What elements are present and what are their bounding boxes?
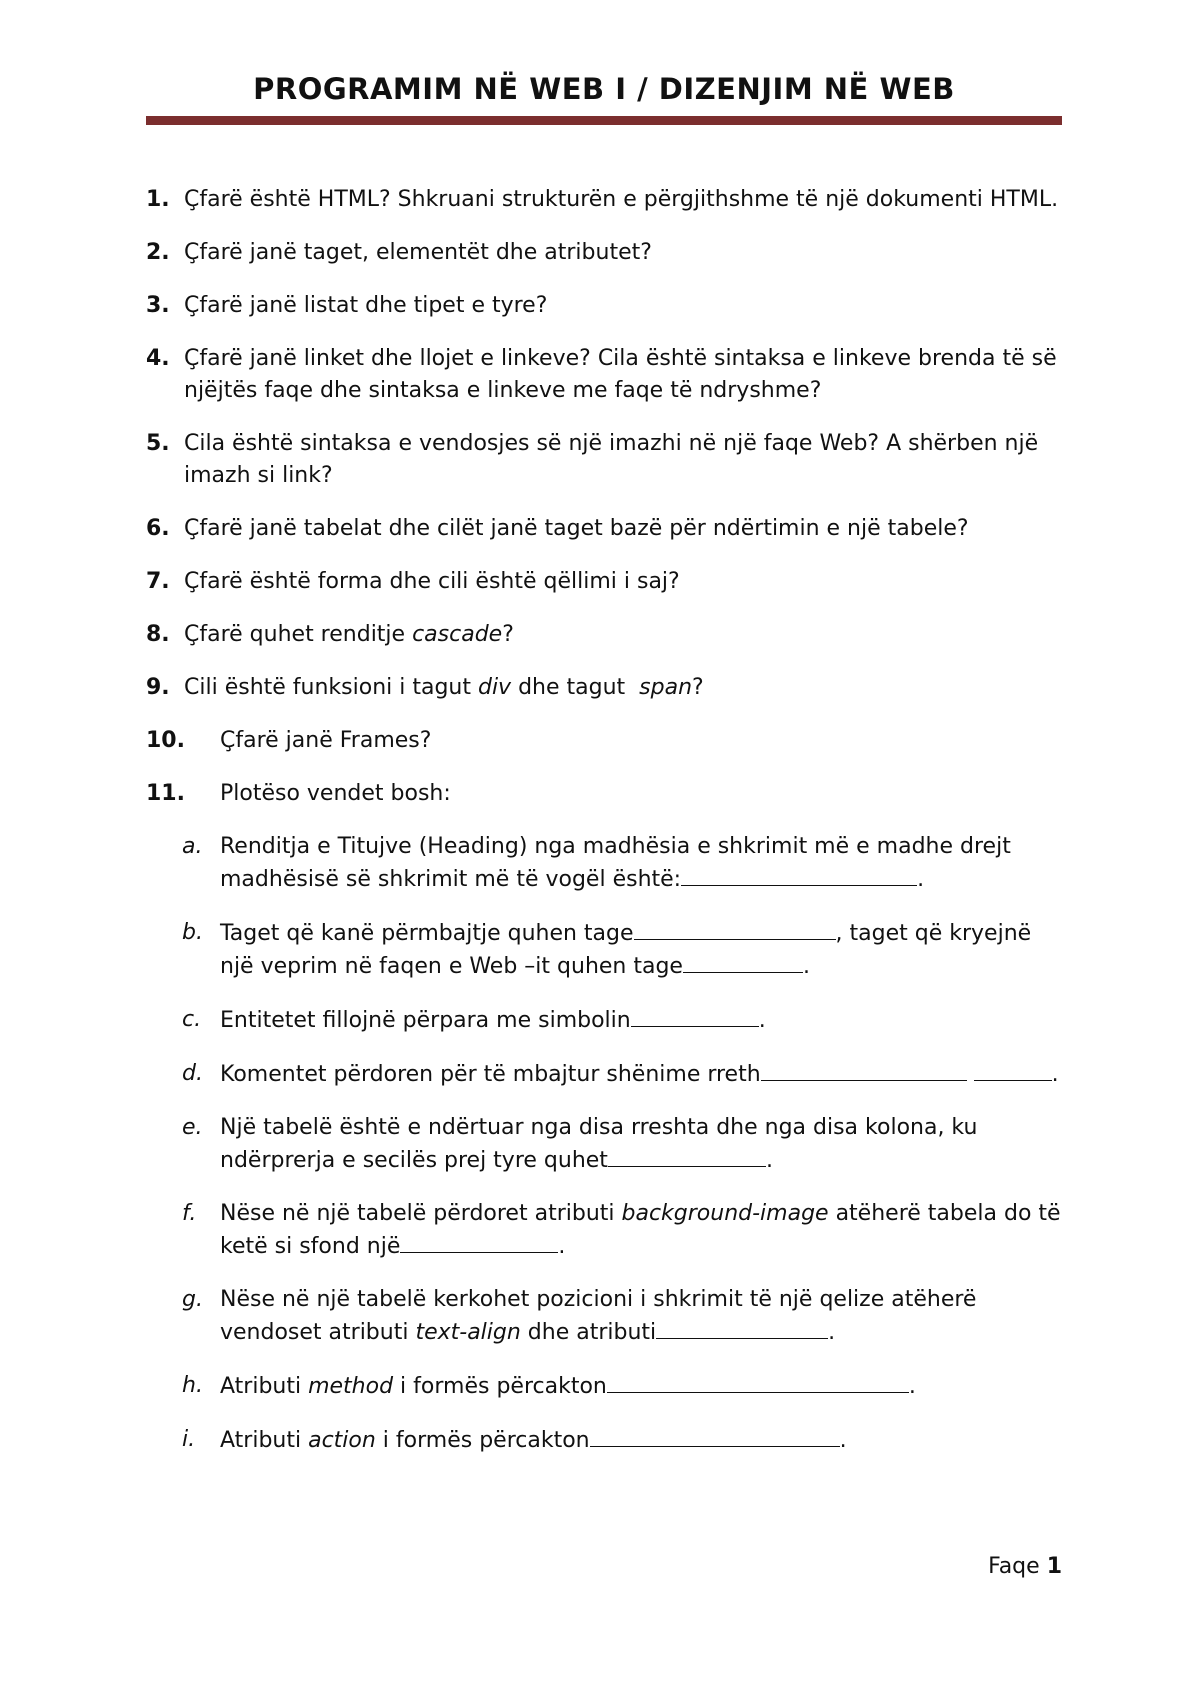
fill-in-item-g [146, 1284, 1066, 1349]
question-number: 11. [146, 781, 185, 806]
question-text-part: ? [692, 675, 704, 700]
item-text [146, 917, 1066, 983]
fill-in-item-a [146, 831, 1066, 896]
fill-in-item-c [146, 1004, 1066, 1037]
question-number: 6. [146, 516, 170, 541]
item-italic-term: method [308, 1374, 394, 1399]
question-text: Çfarë janë listat dhe tipet e tyre? [184, 293, 548, 318]
item-text-part: Taget që kanë përmbajtje quhen tage [220, 921, 634, 946]
item-text [146, 1004, 1066, 1037]
answer-blank[interactable] [683, 950, 803, 973]
item-text [146, 1198, 1066, 1263]
question-3 [146, 290, 1066, 322]
item-letter: e. [182, 1115, 203, 1140]
question-italic-term: span [639, 675, 693, 700]
item-letter: a. [182, 834, 203, 859]
item-text-part: Renditja e Titujve (Heading) nga madhësia e shkrimit më e madhe drejt madhësisë së shkrimit më të vogël është: [220, 834, 1011, 892]
page-title: PROGRAMIM NË WEB I / DIZENJIM NË WEB [253, 72, 955, 106]
question-text: Çfarë është HTML? Shkruani strukturën e përgjithshme të një dokumenti HTML. [184, 187, 1059, 212]
item-text-part: dhe atributi [520, 1320, 657, 1345]
fill-in-item-h [146, 1370, 1066, 1403]
item-text-part: . [758, 1008, 766, 1033]
item-text-part: , taget që kryejnë një veprim në faqen e Web –it quhen tage [220, 921, 1032, 979]
item-letter: d. [182, 1061, 203, 1086]
answer-blank[interactable] [761, 1058, 967, 1081]
question-list [146, 184, 1066, 1478]
item-text-part: Një tabelë është e ndërtuar nga disa rreshta dhe nga disa kolona, ku ndërprerja e secilës prej tyre quhet [220, 1115, 978, 1173]
question-1 [146, 184, 1066, 216]
page-label: Faqe [988, 1554, 1040, 1579]
item-text [146, 1284, 1066, 1349]
fill-in-item-i [146, 1424, 1066, 1457]
question-11 [146, 778, 1066, 810]
fill-in-item-e [146, 1112, 1066, 1177]
item-letter: i. [182, 1427, 196, 1452]
question-text: Cila është sintaksa e vendosjes së një imazhi në një faqe Web? A shërben një imazh si link? [184, 431, 1039, 488]
question-text-part: Cili është funksioni i tagut [184, 675, 478, 700]
item-italic-term: action [308, 1428, 376, 1453]
answer-blank[interactable] [656, 1316, 828, 1339]
page-footer [988, 1554, 1062, 1579]
question-10 [146, 725, 1066, 757]
item-letter: f. [182, 1201, 197, 1226]
item-text-part: . [802, 954, 810, 979]
question-text: Çfarë janë taget, elementët dhe atributet? [184, 240, 652, 265]
question-2 [146, 237, 1066, 269]
page-number: 1 [1046, 1554, 1062, 1579]
item-text [146, 831, 1066, 896]
fill-in-list [146, 831, 1066, 1457]
item-italic-term: text-align [415, 1320, 521, 1345]
item-letter: b. [182, 920, 203, 945]
item-letter: h. [182, 1373, 203, 1398]
answer-blank[interactable] [607, 1370, 909, 1393]
question-number: 2. [146, 240, 170, 265]
item-letter: g. [182, 1287, 203, 1312]
item-text-part: . [908, 1374, 916, 1399]
question-number: 10. [146, 728, 185, 753]
item-text-part: . [765, 1148, 773, 1173]
item-text-part: Komentet përdoren për të mbajtur shënime rreth [220, 1062, 761, 1087]
question-4 [146, 343, 1066, 407]
fill-in-item-b [146, 917, 1066, 983]
question-text-part: ? [502, 622, 514, 647]
question-text: Çfarë janë tabelat dhe cilët janë taget bazë për ndërtimin e një tabele? [184, 516, 969, 541]
question-8 [146, 619, 1066, 651]
item-italic-term: background-image [621, 1201, 829, 1226]
item-text-part: atëherë tabela do të ketë si sfond një [220, 1201, 1061, 1259]
question-7 [146, 566, 1066, 598]
item-text-part: Atributi [220, 1374, 309, 1399]
question-5 [146, 428, 1066, 492]
question-number: 9. [146, 675, 170, 700]
answer-blank[interactable] [400, 1230, 558, 1253]
item-text-part: i formës përcakton [375, 1428, 590, 1453]
item-text [146, 1370, 1066, 1403]
question-number: 8. [146, 622, 170, 647]
item-text-part: Nëse në një tabelë kerkohet pozicioni i shkrimit të një qelize atëherë vendoset atributi [220, 1287, 977, 1345]
question-text: Çfarë janë Frames? [220, 728, 432, 753]
question-9 [146, 672, 1066, 704]
question-text: Çfarë është forma dhe cili është qëllimi i saj? [184, 569, 680, 594]
answer-blank[interactable] [631, 1004, 759, 1027]
question-number: 5. [146, 431, 170, 456]
item-text-part: . [839, 1428, 847, 1453]
item-text-part: . [917, 867, 925, 892]
item-text [146, 1058, 1066, 1091]
answer-blank[interactable] [974, 1058, 1052, 1081]
item-text [146, 1112, 1066, 1177]
item-text-part: . [558, 1234, 566, 1259]
question-italic-term: cascade [412, 622, 503, 647]
item-text-part: i formës përcakton [393, 1374, 607, 1399]
question-text-part: Çfarë quhet renditje [184, 622, 413, 647]
answer-blank[interactable] [590, 1424, 840, 1447]
question-number: 1. [146, 187, 170, 212]
question-number: 3. [146, 293, 170, 318]
item-text [146, 1424, 1066, 1457]
item-letter: c. [182, 1007, 202, 1032]
answer-blank[interactable] [681, 863, 917, 886]
question-text [146, 672, 1066, 704]
item-text-part: Nëse në një tabelë përdoret atributi [220, 1201, 622, 1226]
answer-blank[interactable] [608, 1144, 766, 1167]
title-rule [146, 116, 1062, 125]
fill-in-item-d [146, 1058, 1066, 1091]
item-text-part: Atributi [220, 1428, 309, 1453]
question-italic-term: div [477, 675, 512, 700]
item-text-part: . [1051, 1062, 1059, 1087]
fill-in-item-f [146, 1198, 1066, 1263]
question-text [146, 619, 1066, 651]
item-text-part: Entitetet fillojnë përpara me simbolin [220, 1008, 631, 1033]
question-6 [146, 513, 1066, 545]
answer-blank[interactable] [634, 917, 836, 940]
item-text-part: . [828, 1320, 836, 1345]
question-text: Plotëso vendet bosh: [220, 781, 451, 806]
question-text-part: dhe tagut [511, 675, 640, 700]
question-number: 4. [146, 346, 170, 371]
question-number: 7. [146, 569, 170, 594]
question-text: Çfarë janë linket dhe llojet e linkeve? Cila është sintaksa e linkeve brenda të së njëjtës faqe dhe sintaksa e linkeve me faqe të ndryshme? [184, 346, 1057, 403]
